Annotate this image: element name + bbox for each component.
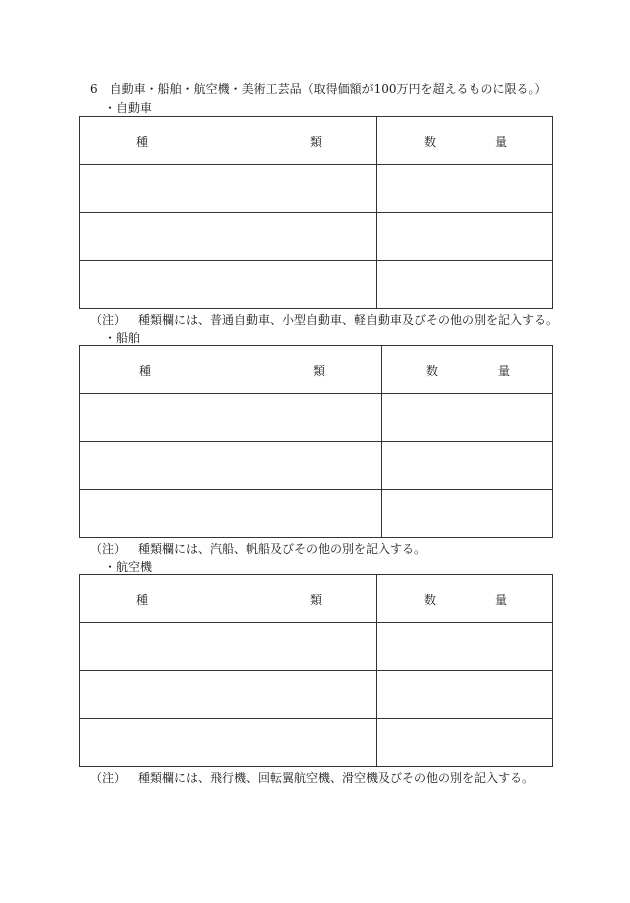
table-row: [80, 394, 553, 442]
table-header-row: [80, 117, 553, 165]
section-number: 6: [90, 82, 98, 96]
table-row: [80, 623, 553, 671]
table-row: [80, 442, 553, 490]
table-row: [80, 165, 553, 213]
quantity-cell[interactable]: [377, 623, 553, 671]
quantity-header: 数 量: [377, 117, 553, 165]
quantity-cell[interactable]: [377, 719, 553, 767]
section-title: 自動車・船舶・航空機・美術工芸品（取得価額が100万円を超えるものに限る。）: [109, 82, 547, 96]
kind-cell[interactable]: [80, 213, 377, 261]
table-header-row: [80, 346, 553, 394]
kind-cell[interactable]: [80, 623, 377, 671]
table-header-row: [80, 575, 553, 623]
quantity-cell[interactable]: [377, 213, 553, 261]
automobile-table: [79, 116, 553, 309]
aircraft-table: [79, 574, 553, 767]
note-automobile: （注） 種類欄には、普通自動車、小型自動車、軽自動車及びその他の別を記入する。: [90, 313, 559, 327]
section-heading: [90, 80, 547, 97]
note-aircraft: （注） 種類欄には、飛行機、回転翼航空機、滑空機及びその他の別を記入する。: [90, 771, 535, 785]
kind-cell[interactable]: [80, 261, 377, 309]
quantity-cell[interactable]: [382, 490, 553, 538]
kind-header: 種 類: [80, 575, 377, 623]
kind-cell[interactable]: [80, 394, 382, 442]
kind-header: 種 類: [80, 117, 377, 165]
quantity-cell[interactable]: [377, 261, 553, 309]
quantity-header: 数 量: [377, 575, 553, 623]
table-row: [80, 671, 553, 719]
kind-cell[interactable]: [80, 165, 377, 213]
kind-header: 種 類: [80, 346, 382, 394]
kind-cell[interactable]: [80, 490, 382, 538]
table-row: [80, 213, 553, 261]
note-ship: （注） 種類欄には、汽船、帆船及びその他の別を記入する。: [90, 542, 427, 556]
quantity-header: 数 量: [382, 346, 553, 394]
ship-table: [79, 345, 553, 538]
table-row: [80, 719, 553, 767]
quantity-cell[interactable]: [382, 394, 553, 442]
subsection-label-ship: ・船舶: [104, 331, 141, 345]
kind-cell[interactable]: [80, 719, 377, 767]
quantity-cell[interactable]: [377, 165, 553, 213]
subsection-label-aircraft: ・航空機: [104, 560, 153, 574]
quantity-cell[interactable]: [382, 442, 553, 490]
kind-cell[interactable]: [80, 671, 377, 719]
quantity-cell[interactable]: [377, 671, 553, 719]
kind-cell[interactable]: [80, 442, 382, 490]
table-row: [80, 261, 553, 309]
subsection-label-automobile: ・自動車: [104, 101, 153, 115]
table-row: [80, 490, 553, 538]
